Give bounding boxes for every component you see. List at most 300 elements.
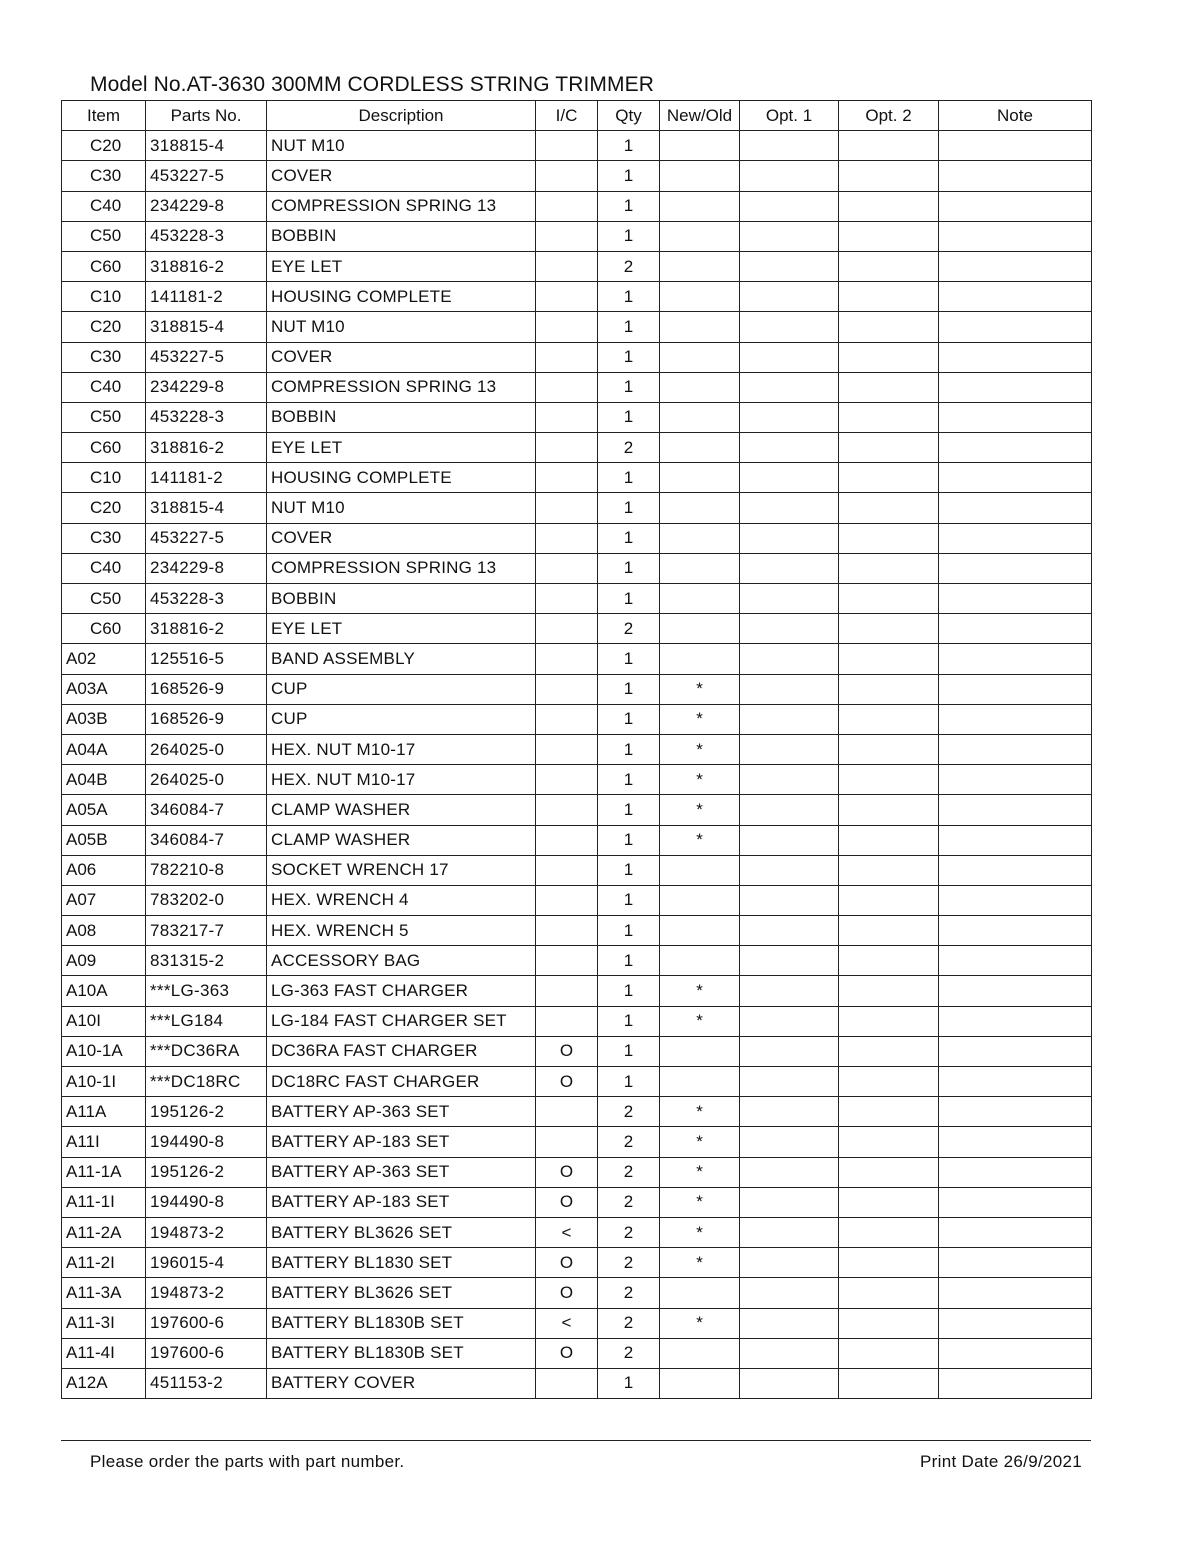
cell-ic [536, 1368, 598, 1398]
cell-description: COVER [267, 523, 536, 553]
table-row [62, 1368, 1092, 1398]
cell-qty: 1 [598, 1368, 660, 1398]
cell-parts-no: 783202-0 [146, 885, 267, 915]
cell-opt-1 [740, 523, 839, 553]
table-row [62, 1036, 1092, 1066]
cell-parts-no: 197600-6 [146, 1338, 267, 1368]
cell-item: A10-1I [62, 1067, 146, 1097]
parts-table-body [62, 131, 1092, 1399]
cell-qty: 1 [598, 523, 660, 553]
cell-opt-2 [839, 1067, 939, 1097]
cell-note [939, 342, 1092, 372]
cell-new-old: * [660, 1187, 740, 1217]
cell-opt-2 [839, 493, 939, 523]
cell-note [939, 493, 1092, 523]
cell-note [939, 614, 1092, 644]
cell-opt-1 [740, 1278, 839, 1308]
cell-new-old: * [660, 825, 740, 855]
cell-note [939, 855, 1092, 885]
cell-note [939, 976, 1092, 1006]
cell-note [939, 1308, 1092, 1338]
table-row [62, 1187, 1092, 1217]
cell-parts-no: ***DC18RC [146, 1067, 267, 1097]
table-row [62, 1097, 1092, 1127]
cell-ic [536, 463, 598, 493]
cell-new-old: * [660, 734, 740, 764]
cell-qty: 1 [598, 342, 660, 372]
column-header-ic: I/C [536, 101, 598, 131]
cell-parts-no: 141181-2 [146, 282, 267, 312]
table-row [62, 765, 1092, 795]
cell-parts-no: 195126-2 [146, 1097, 267, 1127]
cell-qty: 2 [598, 251, 660, 281]
cell-parts-no: 453228-3 [146, 584, 267, 614]
cell-parts-no: 783217-7 [146, 916, 267, 946]
cell-ic [536, 885, 598, 915]
cell-parts-no: 264025-0 [146, 734, 267, 764]
cell-ic [536, 644, 598, 674]
cell-new-old: * [660, 976, 740, 1006]
cell-parts-no: ***LG-363 [146, 976, 267, 1006]
cell-opt-1 [740, 795, 839, 825]
cell-item: C30 [62, 161, 146, 191]
table-row [62, 1248, 1092, 1278]
table-row [62, 885, 1092, 915]
cell-note [939, 372, 1092, 402]
cell-note [939, 1187, 1092, 1217]
cell-qty: 1 [598, 584, 660, 614]
cell-description: EYE LET [267, 614, 536, 644]
cell-opt-2 [839, 251, 939, 281]
cell-parts-no: 451153-2 [146, 1368, 267, 1398]
cell-parts-no: 168526-9 [146, 704, 267, 734]
cell-qty: 1 [598, 553, 660, 583]
cell-opt-2 [839, 795, 939, 825]
cell-parts-no: 125516-5 [146, 644, 267, 674]
cell-ic [536, 916, 598, 946]
table-row [62, 1157, 1092, 1187]
cell-ic: O [536, 1067, 598, 1097]
cell-new-old: * [660, 765, 740, 795]
cell-note [939, 1217, 1092, 1247]
cell-opt-2 [839, 402, 939, 432]
cell-item: C30 [62, 523, 146, 553]
cell-item: C10 [62, 463, 146, 493]
cell-new-old [660, 402, 740, 432]
cell-opt-1 [740, 251, 839, 281]
cell-description: BATTERY BL1830 SET [267, 1248, 536, 1278]
cell-item: A11-1I [62, 1187, 146, 1217]
cell-parts-no: 782210-8 [146, 855, 267, 885]
cell-opt-1 [740, 704, 839, 734]
cell-new-old [660, 191, 740, 221]
cell-item: A02 [62, 644, 146, 674]
cell-qty: 1 [598, 463, 660, 493]
cell-opt-2 [839, 825, 939, 855]
table-row [62, 191, 1092, 221]
cell-qty: 2 [598, 1097, 660, 1127]
cell-item: C10 [62, 282, 146, 312]
cell-opt-2 [839, 1157, 939, 1187]
page-title: Model No.AT-3630 300MM CORDLESS STRING TRIMMER [90, 73, 654, 96]
cell-note [939, 765, 1092, 795]
cell-qty: 1 [598, 191, 660, 221]
cell-new-old: * [660, 674, 740, 704]
cell-description: BATTERY BL3626 SET [267, 1278, 536, 1308]
cell-description: BATTERY COVER [267, 1368, 536, 1398]
cell-new-old [660, 644, 740, 674]
cell-opt-2 [839, 1127, 939, 1157]
cell-new-old [660, 372, 740, 402]
cell-description: COMPRESSION SPRING 13 [267, 191, 536, 221]
cell-note [939, 191, 1092, 221]
cell-note [939, 946, 1092, 976]
cell-note [939, 282, 1092, 312]
cell-opt-2 [839, 916, 939, 946]
cell-description: HEX. NUT M10-17 [267, 734, 536, 764]
table-row [62, 251, 1092, 281]
table-row [62, 1217, 1092, 1247]
table-row [62, 402, 1092, 432]
cell-opt-1 [740, 1368, 839, 1398]
cell-ic [536, 372, 598, 402]
cell-note [939, 584, 1092, 614]
cell-ic: O [536, 1157, 598, 1187]
cell-new-old [660, 855, 740, 885]
cell-parts-no: 195126-2 [146, 1157, 267, 1187]
cell-description: LG-184 FAST CHARGER SET [267, 1006, 536, 1036]
cell-description: BAND ASSEMBLY [267, 644, 536, 674]
cell-parts-no: 141181-2 [146, 463, 267, 493]
table-row [62, 372, 1092, 402]
cell-note [939, 674, 1092, 704]
cell-qty: 1 [598, 1006, 660, 1036]
cell-ic [536, 161, 598, 191]
cell-ic: O [536, 1187, 598, 1217]
table-row [62, 282, 1092, 312]
column-header-description: Description [267, 101, 536, 131]
cell-item: A08 [62, 916, 146, 946]
cell-item: A04A [62, 734, 146, 764]
cell-ic: O [536, 1036, 598, 1066]
cell-opt-1 [740, 1036, 839, 1066]
cell-description: COVER [267, 161, 536, 191]
table-row [62, 916, 1092, 946]
cell-opt-2 [839, 946, 939, 976]
cell-opt-1 [740, 1248, 839, 1278]
cell-new-old [660, 885, 740, 915]
cell-item: A11-4I [62, 1338, 146, 1368]
cell-item: A04B [62, 765, 146, 795]
cell-opt-2 [839, 1248, 939, 1278]
cell-parts-no: 196015-4 [146, 1248, 267, 1278]
cell-description: COMPRESSION SPRING 13 [267, 372, 536, 402]
cell-ic: < [536, 1217, 598, 1247]
cell-opt-1 [740, 825, 839, 855]
cell-note [939, 825, 1092, 855]
table-row [62, 131, 1092, 161]
cell-opt-1 [740, 221, 839, 251]
cell-opt-1 [740, 734, 839, 764]
cell-description: BOBBIN [267, 402, 536, 432]
cell-parts-no: 453228-3 [146, 221, 267, 251]
parts-table [61, 100, 1092, 1399]
cell-opt-2 [839, 704, 939, 734]
cell-new-old [660, 1368, 740, 1398]
cell-opt-2 [839, 1338, 939, 1368]
cell-parts-no: 168526-9 [146, 674, 267, 704]
cell-opt-2 [839, 463, 939, 493]
cell-new-old: * [660, 1308, 740, 1338]
cell-qty: 1 [598, 734, 660, 764]
cell-new-old [660, 342, 740, 372]
cell-ic [536, 1006, 598, 1036]
cell-item: C20 [62, 493, 146, 523]
cell-opt-2 [839, 674, 939, 704]
cell-ic: O [536, 1248, 598, 1278]
cell-opt-2 [839, 734, 939, 764]
cell-opt-2 [839, 644, 939, 674]
cell-new-old [660, 161, 740, 191]
table-row [62, 1278, 1092, 1308]
cell-item: C40 [62, 191, 146, 221]
cell-item: A10A [62, 976, 146, 1006]
cell-qty: 2 [598, 1217, 660, 1247]
cell-ic [536, 855, 598, 885]
column-header-note: Note [939, 101, 1092, 131]
cell-new-old [660, 1036, 740, 1066]
table-row [62, 584, 1092, 614]
cell-note [939, 704, 1092, 734]
cell-description: HOUSING COMPLETE [267, 463, 536, 493]
cell-qty: 1 [598, 1036, 660, 1066]
cell-opt-1 [740, 312, 839, 342]
cell-qty: 1 [598, 312, 660, 342]
cell-opt-2 [839, 1217, 939, 1247]
cell-new-old [660, 131, 740, 161]
cell-new-old: * [660, 704, 740, 734]
cell-qty: 1 [598, 161, 660, 191]
cell-note [939, 402, 1092, 432]
cell-ic [536, 584, 598, 614]
cell-description: CLAMP WASHER [267, 825, 536, 855]
cell-item: C50 [62, 221, 146, 251]
table-row [62, 312, 1092, 342]
cell-item: A11-2A [62, 1217, 146, 1247]
cell-description: SOCKET WRENCH 17 [267, 855, 536, 885]
cell-new-old [660, 463, 740, 493]
cell-opt-1 [740, 885, 839, 915]
cell-note [939, 251, 1092, 281]
cell-description: CUP [267, 674, 536, 704]
cell-qty: 1 [598, 644, 660, 674]
cell-opt-1 [740, 1067, 839, 1097]
cell-note [939, 312, 1092, 342]
cell-parts-no: 194873-2 [146, 1278, 267, 1308]
cell-description: NUT M10 [267, 493, 536, 523]
cell-opt-2 [839, 191, 939, 221]
cell-note [939, 1248, 1092, 1278]
cell-new-old: * [660, 1217, 740, 1247]
cell-parts-no: 234229-8 [146, 553, 267, 583]
cell-new-old: * [660, 1097, 740, 1127]
cell-qty: 1 [598, 282, 660, 312]
cell-new-old [660, 614, 740, 644]
cell-qty: 1 [598, 765, 660, 795]
cell-opt-2 [839, 523, 939, 553]
cell-qty: 2 [598, 1308, 660, 1338]
table-row [62, 342, 1092, 372]
cell-note [939, 916, 1092, 946]
cell-opt-2 [839, 161, 939, 191]
cell-opt-2 [839, 885, 939, 915]
cell-qty: 2 [598, 1248, 660, 1278]
cell-description: COMPRESSION SPRING 13 [267, 553, 536, 583]
cell-new-old [660, 916, 740, 946]
cell-ic [536, 795, 598, 825]
cell-description: HEX. NUT M10-17 [267, 765, 536, 795]
cell-ic [536, 614, 598, 644]
cell-opt-1 [740, 463, 839, 493]
cell-qty: 2 [598, 1338, 660, 1368]
table-row [62, 1067, 1092, 1097]
cell-qty: 1 [598, 1067, 660, 1097]
cell-description: ACCESSORY BAG [267, 946, 536, 976]
cell-new-old [660, 312, 740, 342]
table-row [62, 825, 1092, 855]
cell-description: NUT M10 [267, 312, 536, 342]
table-row [62, 1308, 1092, 1338]
cell-item: C40 [62, 553, 146, 583]
table-row [62, 463, 1092, 493]
cell-description: EYE LET [267, 251, 536, 281]
cell-note [939, 885, 1092, 915]
cell-note [939, 1067, 1092, 1097]
cell-item: A10-1A [62, 1036, 146, 1066]
table-row [62, 493, 1092, 523]
cell-opt-1 [740, 282, 839, 312]
footer-order-note: Please order the parts with part number. [90, 1452, 405, 1471]
cell-ic [536, 553, 598, 583]
cell-description: BATTERY BL1830B SET [267, 1338, 536, 1368]
cell-new-old [660, 493, 740, 523]
cell-opt-2 [839, 855, 939, 885]
cell-description: HEX. WRENCH 5 [267, 916, 536, 946]
cell-opt-2 [839, 553, 939, 583]
cell-ic [536, 282, 598, 312]
cell-item: C20 [62, 312, 146, 342]
cell-parts-no: 453228-3 [146, 402, 267, 432]
cell-parts-no: 453227-5 [146, 161, 267, 191]
cell-qty: 2 [598, 433, 660, 463]
table-header-row [62, 101, 1092, 131]
cell-item: A07 [62, 885, 146, 915]
cell-parts-no: 194873-2 [146, 1217, 267, 1247]
cell-ic [536, 342, 598, 372]
cell-parts-no: ***LG184 [146, 1006, 267, 1036]
table-row [62, 704, 1092, 734]
table-row [62, 674, 1092, 704]
cell-opt-1 [740, 584, 839, 614]
cell-new-old [660, 1338, 740, 1368]
cell-parts-no: 318816-2 [146, 614, 267, 644]
cell-item: A11-3A [62, 1278, 146, 1308]
cell-ic [536, 312, 598, 342]
cell-note [939, 1006, 1092, 1036]
cell-description: EYE LET [267, 433, 536, 463]
cell-opt-1 [740, 1127, 839, 1157]
cell-ic [536, 221, 598, 251]
cell-ic [536, 674, 598, 704]
cell-description: CUP [267, 704, 536, 734]
cell-parts-no: 194490-8 [146, 1187, 267, 1217]
cell-parts-no: 831315-2 [146, 946, 267, 976]
cell-opt-1 [740, 191, 839, 221]
cell-ic [536, 825, 598, 855]
cell-parts-no: 318816-2 [146, 433, 267, 463]
cell-opt-1 [740, 433, 839, 463]
cell-item: A11-3I [62, 1308, 146, 1338]
cell-opt-2 [839, 584, 939, 614]
cell-qty: 1 [598, 916, 660, 946]
cell-ic [536, 765, 598, 795]
cell-opt-2 [839, 614, 939, 644]
cell-ic [536, 1097, 598, 1127]
cell-opt-1 [740, 1338, 839, 1368]
cell-item: C40 [62, 372, 146, 402]
cell-note [939, 734, 1092, 764]
cell-item: C50 [62, 584, 146, 614]
cell-qty: 1 [598, 795, 660, 825]
cell-qty: 1 [598, 221, 660, 251]
cell-note [939, 221, 1092, 251]
cell-parts-no: 264025-0 [146, 765, 267, 795]
cell-ic [536, 523, 598, 553]
cell-item: A12A [62, 1368, 146, 1398]
column-header-qty: Qty [598, 101, 660, 131]
cell-item: C60 [62, 251, 146, 281]
cell-note [939, 1036, 1092, 1066]
cell-ic [536, 734, 598, 764]
table-row [62, 976, 1092, 1006]
cell-ic [536, 493, 598, 523]
cell-parts-no: 234229-8 [146, 372, 267, 402]
cell-description: HEX. WRENCH 4 [267, 885, 536, 915]
cell-qty: 2 [598, 1127, 660, 1157]
cell-note [939, 1127, 1092, 1157]
cell-note [939, 1097, 1092, 1127]
column-header-parts-no: Parts No. [146, 101, 267, 131]
cell-opt-1 [740, 161, 839, 191]
cell-description: DC36RA FAST CHARGER [267, 1036, 536, 1066]
cell-note [939, 553, 1092, 583]
cell-note [939, 161, 1092, 191]
cell-description: NUT M10 [267, 131, 536, 161]
cell-new-old [660, 221, 740, 251]
column-header-new-old: New/Old [660, 101, 740, 131]
cell-opt-2 [839, 372, 939, 402]
cell-opt-1 [740, 765, 839, 795]
cell-item: A11A [62, 1097, 146, 1127]
cell-opt-2 [839, 1308, 939, 1338]
cell-opt-2 [839, 131, 939, 161]
cell-description: LG-363 FAST CHARGER [267, 976, 536, 1006]
cell-opt-1 [740, 1308, 839, 1338]
table-row [62, 221, 1092, 251]
table-row [62, 433, 1092, 463]
cell-new-old: * [660, 1248, 740, 1278]
cell-opt-1 [740, 614, 839, 644]
